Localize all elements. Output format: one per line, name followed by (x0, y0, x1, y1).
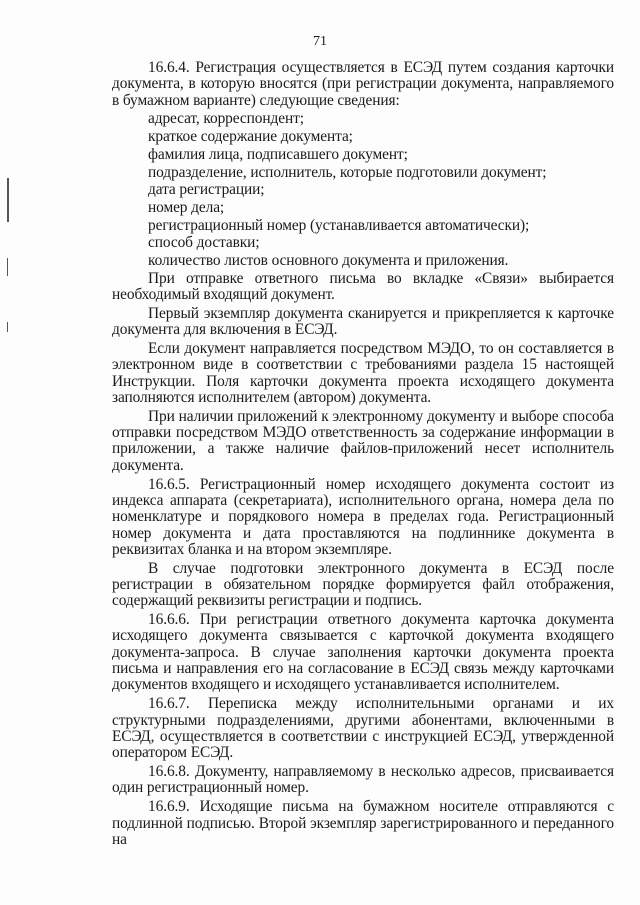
list-item: номер дела; (148, 198, 225, 216)
list-item: подразделение, исполнитель, которые подготовили документ; (148, 163, 547, 181)
paragraph: 16.6.7. Переписка между исполнительными органами и их структурными подразделениями, другими абонентами, включенными в ЕСЭД, осуществляется в соответствии с инструкцией ЕСЭД, утвержденной оператором ЕСЭД. (112, 695, 614, 762)
paragraph: 16.6.8. Документу, направляемому в несколько адресов, присваивается один регистрационный номер. (112, 763, 614, 797)
paragraph: При отправке ответного письма во вкладке «Связи» выбирается необходимый входящий документ. (112, 269, 614, 303)
paragraph: 16.6.4. Регистрация осуществляется в ЕСЭД путем создания карточки документа, в которую вносятся (при регистрации документа, направляемого в бумажном варианте) следующие сведения: (112, 59, 614, 109)
paragraph: Если документ направляется посредством МЭДО, то он составляется в электронном виде в соответствии с требованиями раздела 15 настоящей Инструкции. Поля карточки документа проекта исходящего документа заполняются исполнителем (автором) документа. (112, 340, 614, 406)
list-item: фамилия лица, подписавшего документ; (148, 145, 408, 163)
document-body (112, 60, 614, 851)
page-number: 71 (313, 34, 327, 49)
info-list (112, 111, 614, 269)
list-item: дата регистрации; (148, 181, 265, 199)
scan-margin-mark (7, 322, 8, 332)
list-item: регистрационный номер (устанавливается автоматически); (148, 216, 530, 234)
paragraph: 16.6.5. Регистрационный номер исходящего документа состоит из индекса аппарата (секретариата), исполнительного органа, номера дела по номенклатуре и порядкового номера в пределах года. Регистрационный номер документа и дата проставляются на подлиннике документа в реквизитах бланка и на втором экземпляре. (112, 475, 614, 558)
list-item: адресат, корреспондент; (148, 110, 304, 128)
paragraph: При наличии приложений к электронному документу и выборе способа отправки посредством МЭДО ответственность за содержание информации в приложении, а также наличие файлов-приложений несет исполнитель документа. (112, 407, 614, 474)
list-item: способ доставки; (148, 234, 260, 252)
paragraph: Первый экземпляр документа сканируется и прикрепляется к карточке документа для включения в ЕСЭД. (112, 304, 614, 339)
list-item: краткое содержание документа; (148, 128, 353, 146)
paragraph: 16.6.9. Исходящие письма на бумажном носителе отправляются с подлинной подписью. Второй экземпляр зарегистрированного и переданного на (112, 798, 614, 848)
paragraph: 16.6.6. При регистрации ответного документа карточка документа исходящего документа связывается с карточкой документа входящего документа-запроса. В случае заполнения карточки документа проекта письма и направления его на согласование в ЕСЭД связь между карточками документов входящего и исходящего устанавливается исполнителем. (112, 611, 614, 694)
scan-margin-mark (7, 178, 9, 222)
list-item: количество листов основного документа и приложения. (148, 251, 509, 269)
paragraph: В случае подготовки электронного документа в ЕСЭД после регистрации в обязательном порядке формируется файл отображения, содержащий реквизиты регистрации и подпись. (112, 559, 614, 610)
scan-margin-mark (7, 258, 8, 276)
